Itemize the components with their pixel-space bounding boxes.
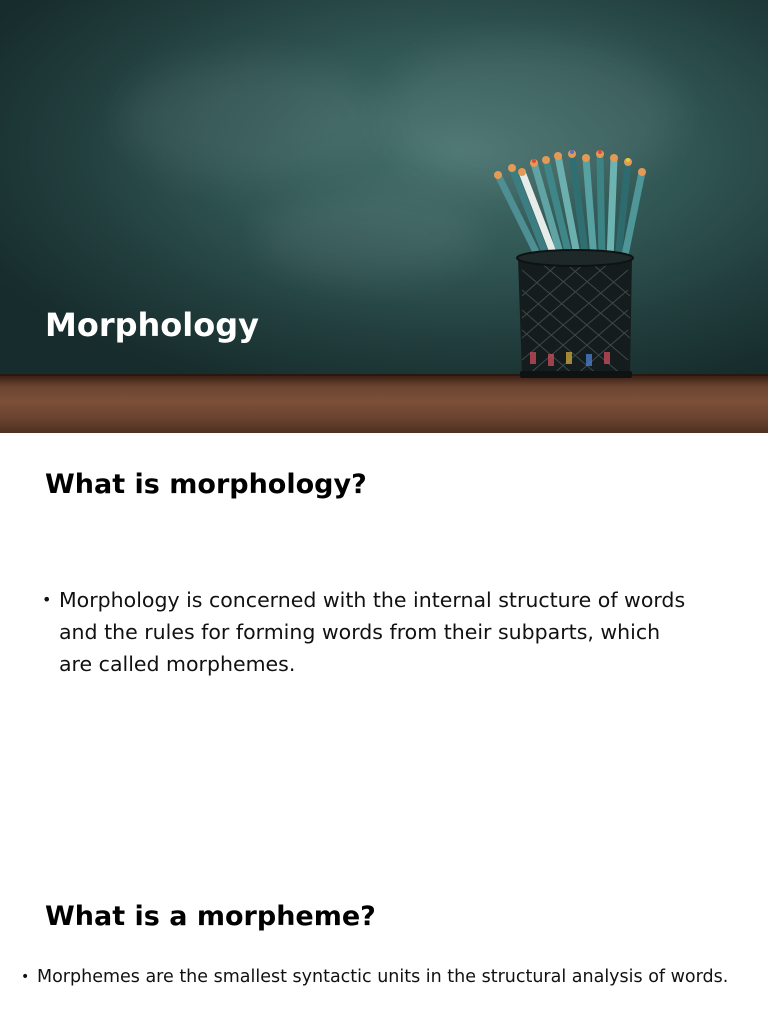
bullet-text: Morphology is concerned with the internal structure of words and the rules for forming words from their subparts, which are called morphemes. bbox=[59, 588, 686, 676]
bullet-item bbox=[21, 964, 741, 991]
slide-what-is-a-morpheme bbox=[0, 863, 768, 1024]
mesh-cup bbox=[517, 250, 633, 378]
slide-heading: What is a morpheme? bbox=[45, 901, 376, 932]
pencils-group bbox=[494, 150, 646, 260]
bullet-text: Morphemes are the smallest syntactic units in the structural analysis of words. bbox=[37, 967, 729, 987]
bullet-icon: • bbox=[42, 590, 52, 609]
title-slide bbox=[0, 0, 768, 433]
bullet-icon: • bbox=[21, 969, 30, 985]
slide-heading: What is morphology? bbox=[45, 469, 367, 500]
pencil-cup-illustration bbox=[0, 0, 768, 433]
slide-what-is-morphology bbox=[0, 433, 768, 863]
slide-title: Morphology bbox=[45, 306, 259, 344]
bullet-item bbox=[42, 584, 692, 680]
